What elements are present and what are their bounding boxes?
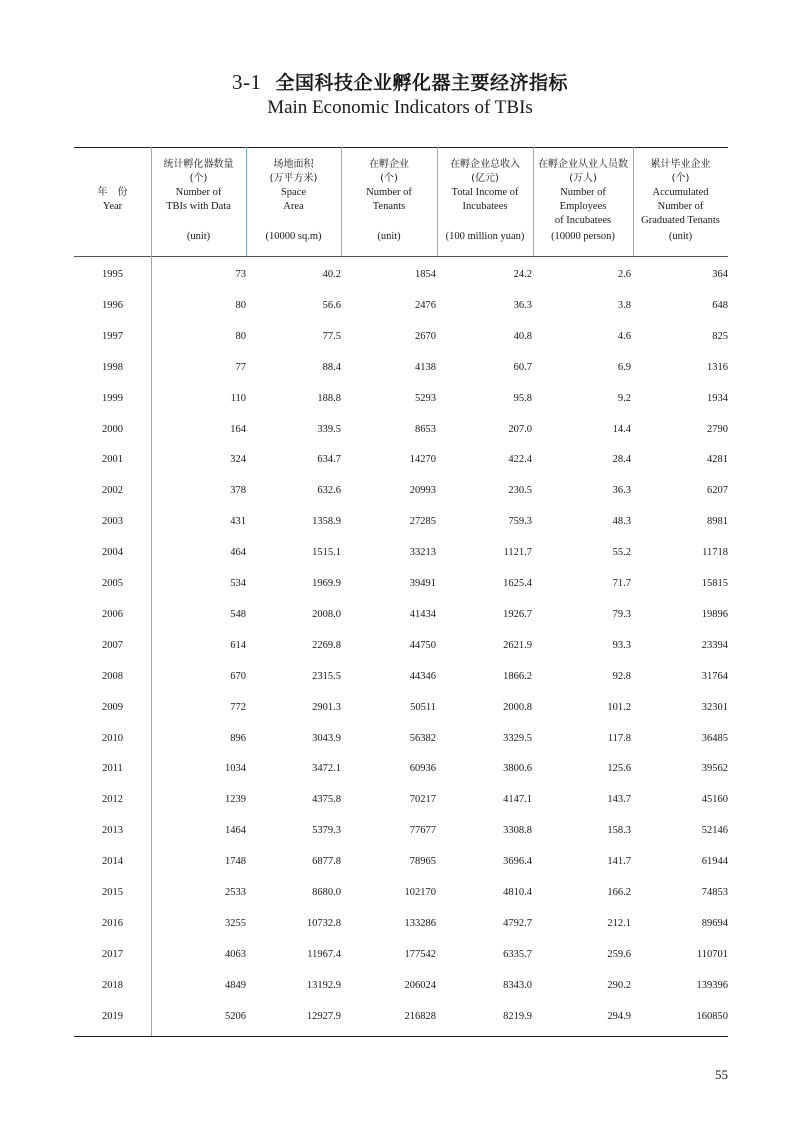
page-number: 55 xyxy=(715,1067,728,1082)
table-cell: 2670 xyxy=(415,331,436,342)
table-cell: 158.3 xyxy=(607,825,631,836)
table-row xyxy=(74,733,728,753)
table-cell: 33213 xyxy=(409,547,436,558)
table-cell: 2.6 xyxy=(617,269,631,280)
table-cell: 2000.8 xyxy=(503,702,532,713)
table-cell: 324 xyxy=(230,454,246,465)
column-header-en2: Incubatees xyxy=(462,201,508,212)
year-cell: 2019 xyxy=(102,1011,123,1022)
column-header-en2: TBIs with Data xyxy=(166,201,231,212)
table-row xyxy=(74,609,728,629)
table-cell: 52146 xyxy=(701,825,728,836)
table-row xyxy=(74,980,728,1000)
table-cell: 4810.4 xyxy=(503,887,532,898)
table-title-english: Main Economic Indicators of TBIs xyxy=(267,97,533,118)
table-cell: 12927.9 xyxy=(306,1011,341,1022)
column-header-cn-unit: (万平方米) xyxy=(269,173,318,184)
table-cell: 1854 xyxy=(415,269,436,280)
table-cell: 3043.9 xyxy=(312,733,341,744)
column-header-unit: (100 million yuan) xyxy=(445,231,525,242)
table-cell: 3255 xyxy=(225,918,246,929)
table-row xyxy=(74,485,728,505)
table-cell: 4849 xyxy=(225,980,246,991)
table-row xyxy=(74,887,728,907)
table-cell: 60936 xyxy=(409,763,436,774)
table-cell: 61944 xyxy=(701,856,728,867)
table-cell: 50511 xyxy=(410,702,436,713)
column-header-unit: (unit) xyxy=(377,231,401,242)
column-header-cn: 在孵企业从业人员数 xyxy=(538,159,628,170)
table-cell: 13192.9 xyxy=(306,980,341,991)
table-cell: 230.5 xyxy=(508,485,532,496)
column-header-unit: (10000 person) xyxy=(551,231,615,242)
year-cell: 2018 xyxy=(102,980,123,991)
table-cell: 290.2 xyxy=(607,980,631,991)
table-cell: 1866.2 xyxy=(503,671,532,682)
year-cell: 2001 xyxy=(102,454,123,465)
table-row xyxy=(74,516,728,536)
column-header xyxy=(246,158,341,248)
table-cell: 1926.7 xyxy=(503,609,532,620)
year-header-cn: 年 份 xyxy=(97,187,128,198)
table-cell: 4375.8 xyxy=(312,794,341,805)
table-cell: 1515.1 xyxy=(312,547,341,558)
table-bottom-rule xyxy=(74,1036,728,1037)
table-cell: 6335.7 xyxy=(503,949,532,960)
table-cell: 188.8 xyxy=(317,393,341,404)
table-cell: 1969.9 xyxy=(312,578,341,589)
table-cell: 11967.4 xyxy=(307,949,341,960)
column-header-cn: 统计孵化器数量 xyxy=(163,159,234,170)
table-cell: 71.7 xyxy=(612,578,631,589)
table-cell: 634.7 xyxy=(317,454,341,465)
table-cell: 95.8 xyxy=(513,393,532,404)
table-cell: 5293 xyxy=(415,393,436,404)
year-cell: 1998 xyxy=(102,362,123,373)
column-header-unit: (10000 sq.m) xyxy=(265,231,322,242)
header-bottom-rule xyxy=(74,256,728,257)
table-cell: 464 xyxy=(230,547,246,558)
table-cell: 2533 xyxy=(225,887,246,898)
table-cell: 44750 xyxy=(409,640,436,651)
table-cell: 1358.9 xyxy=(312,516,341,527)
table-cell: 422.4 xyxy=(508,454,532,465)
table-row xyxy=(74,856,728,876)
table-cell: 614 xyxy=(230,640,246,651)
table-cell: 56382 xyxy=(409,733,436,744)
table-cell: 8680.0 xyxy=(312,887,341,898)
table-cell: 8981 xyxy=(707,516,728,527)
table-cell: 36485 xyxy=(701,733,728,744)
table-cell: 141.7 xyxy=(607,856,631,867)
table-cell: 77 xyxy=(235,362,246,373)
column-header-cn: 累计毕业企业 xyxy=(650,159,711,170)
table-cell: 36.3 xyxy=(513,300,532,311)
column-header-cn-unit: (亿元) xyxy=(471,173,499,184)
column-header-cn: 在孵企业 xyxy=(369,159,409,170)
year-cell: 2016 xyxy=(102,918,123,929)
year-cell: 2006 xyxy=(102,609,123,620)
table-cell: 364 xyxy=(712,269,728,280)
table-cell: 1121.7 xyxy=(503,547,532,558)
year-cell: 1995 xyxy=(102,269,123,280)
table-cell: 32301 xyxy=(701,702,728,713)
table-row xyxy=(74,578,728,598)
table-cell: 206024 xyxy=(404,980,436,991)
column-header-en2: Employees xyxy=(559,201,607,212)
table-cell: 896 xyxy=(230,733,246,744)
column-header-en3: of Incubatees xyxy=(554,215,612,226)
table-cell: 40.8 xyxy=(513,331,532,342)
year-cell: 2007 xyxy=(102,640,123,651)
table-cell: 1464 xyxy=(225,825,246,836)
year-cell: 2011 xyxy=(102,763,123,774)
column-header-en1: Number of xyxy=(366,187,412,198)
table-cell: 39491 xyxy=(409,578,436,589)
column-header-en1: Total Income of xyxy=(451,187,519,198)
year-cell: 2015 xyxy=(102,887,123,898)
table-cell: 39562 xyxy=(701,763,728,774)
table-cell: 1239 xyxy=(225,794,246,805)
table-row xyxy=(74,454,728,474)
table-cell: 378 xyxy=(230,485,246,496)
year-cell: 2014 xyxy=(102,856,123,867)
table-cell: 772 xyxy=(230,702,246,713)
year-cell: 2012 xyxy=(102,794,123,805)
table-number: 3-1 xyxy=(231,70,262,94)
table-cell: 45160 xyxy=(701,794,728,805)
table-row xyxy=(74,1011,728,1031)
table-row xyxy=(74,918,728,938)
table-cell: 74853 xyxy=(701,887,728,898)
table-cell: 4.6 xyxy=(617,331,631,342)
column-header-en2: Tenants xyxy=(372,201,406,212)
table-cell: 648 xyxy=(712,300,728,311)
table-cell: 60.7 xyxy=(513,362,532,373)
table-top-rule xyxy=(74,147,728,148)
column-header-cn-unit: (个) xyxy=(671,173,690,184)
table-cell: 1034 xyxy=(225,763,246,774)
year-cell: 1996 xyxy=(102,300,123,311)
column-header xyxy=(341,158,437,248)
table-cell: 2901.3 xyxy=(312,702,341,713)
year-cell: 2008 xyxy=(102,671,123,682)
table-row xyxy=(74,702,728,722)
table-cell: 3308.8 xyxy=(503,825,532,836)
table-cell: 77.5 xyxy=(322,331,341,342)
table-row xyxy=(74,269,728,289)
column-header-en1: Accumulated xyxy=(652,187,709,198)
year-column-header xyxy=(74,186,151,214)
table-row xyxy=(74,794,728,814)
table-cell: 670 xyxy=(230,671,246,682)
table-cell: 1934 xyxy=(707,393,728,404)
table-cell: 92.8 xyxy=(612,671,631,682)
table-cell: 79.3 xyxy=(612,609,631,620)
table-cell: 73 xyxy=(235,269,246,280)
table-cell: 117.8 xyxy=(607,733,631,744)
table-cell: 110701 xyxy=(696,949,728,960)
table-cell: 11718 xyxy=(702,547,728,558)
table-cell: 36.3 xyxy=(612,485,631,496)
table-row xyxy=(74,393,728,413)
table-cell: 19896 xyxy=(701,609,728,620)
column-header-en1: Space xyxy=(280,187,307,198)
year-cell: 2005 xyxy=(102,578,123,589)
table-cell: 55.2 xyxy=(612,547,631,558)
table-title-cn-text: 全国科技企业孵化器主要经济指标 xyxy=(275,72,568,94)
table-cell: 8343.0 xyxy=(503,980,532,991)
table-cell: 3800.6 xyxy=(503,763,532,774)
table-cell: 3.8 xyxy=(617,300,631,311)
table-cell: 212.1 xyxy=(607,918,631,929)
table-cell: 77677 xyxy=(409,825,436,836)
table-cell: 143.7 xyxy=(607,794,631,805)
table-cell: 3696.4 xyxy=(503,856,532,867)
column-header xyxy=(437,158,533,248)
year-header-en: Year xyxy=(102,201,123,212)
table-cell: 93.3 xyxy=(612,640,631,651)
table-row xyxy=(74,547,728,567)
table-cell: 41434 xyxy=(409,609,436,620)
year-cell: 1997 xyxy=(102,331,123,342)
column-header-cn: 场地面积 xyxy=(273,159,314,170)
table-cell: 164 xyxy=(230,424,246,435)
year-cell: 1999 xyxy=(102,393,123,404)
table-cell: 4281 xyxy=(707,454,728,465)
column-header-en1: Number of xyxy=(175,187,222,198)
column-header xyxy=(633,158,728,248)
table-cell: 3329.5 xyxy=(503,733,532,744)
table-cell: 160850 xyxy=(696,1011,728,1022)
table-cell: 4147.1 xyxy=(503,794,532,805)
table-cell: 14.4 xyxy=(612,424,631,435)
table-title-chinese xyxy=(0,68,800,95)
table-cell: 2269.8 xyxy=(312,640,341,651)
year-cell: 2013 xyxy=(102,825,123,836)
column-header-cn-unit: (个) xyxy=(189,173,208,184)
table-cell: 101.2 xyxy=(607,702,631,713)
column-header-unit: (unit) xyxy=(668,231,693,242)
table-cell: 259.6 xyxy=(607,949,631,960)
table-cell: 207.0 xyxy=(508,424,532,435)
table-cell: 110 xyxy=(230,393,246,404)
table-cell: 177542 xyxy=(404,949,436,960)
table-cell: 28.4 xyxy=(612,454,631,465)
column-header-en2: Area xyxy=(283,201,304,212)
table-row xyxy=(74,300,728,320)
table-cell: 15815 xyxy=(701,578,728,589)
year-cell: 2003 xyxy=(102,516,123,527)
table-cell: 166.2 xyxy=(607,887,631,898)
table-cell: 27285 xyxy=(409,516,436,527)
table-cell: 4792.7 xyxy=(503,918,532,929)
column-header-cn: 在孵企业总收入 xyxy=(450,159,520,170)
table-cell: 89694 xyxy=(701,918,728,929)
year-cell: 2004 xyxy=(102,547,123,558)
table-cell: 31764 xyxy=(701,671,728,682)
table-cell: 6877.8 xyxy=(312,856,341,867)
table-cell: 431 xyxy=(230,516,246,527)
column-header xyxy=(533,158,633,248)
column-header-cn-unit: (万人) xyxy=(569,173,597,184)
table-cell: 548 xyxy=(230,609,246,620)
table-cell: 339.5 xyxy=(317,424,341,435)
table-cell: 78965 xyxy=(409,856,436,867)
column-header-en2: Number of xyxy=(657,201,704,212)
table-cell: 1625.4 xyxy=(503,578,532,589)
table-row xyxy=(74,331,728,351)
table-cell: 2790 xyxy=(707,424,728,435)
table-row xyxy=(74,763,728,783)
table-cell: 80 xyxy=(235,331,246,342)
column-header-en3: Graduated Tenants xyxy=(641,215,720,226)
table-row xyxy=(74,362,728,382)
table-cell: 2621.9 xyxy=(503,640,532,651)
table-cell: 5379.3 xyxy=(312,825,341,836)
table-cell: 2476 xyxy=(415,300,436,311)
table-cell: 44346 xyxy=(409,671,436,682)
table-row xyxy=(74,424,728,444)
table-cell: 4138 xyxy=(415,362,436,373)
table-cell: 294.9 xyxy=(607,1011,631,1022)
table-row xyxy=(74,825,728,845)
table-row xyxy=(74,671,728,691)
table-cell: 6207 xyxy=(707,485,728,496)
year-cell: 2017 xyxy=(102,949,123,960)
column-header-cn-unit: (个) xyxy=(380,173,398,184)
table-cell: 24.2 xyxy=(513,269,532,280)
table-cell: 8219.9 xyxy=(503,1011,532,1022)
year-cell: 2010 xyxy=(102,733,123,744)
table-cell: 139396 xyxy=(696,980,728,991)
table-cell: 632.6 xyxy=(317,485,341,496)
table-cell: 125.6 xyxy=(607,763,631,774)
column-header xyxy=(151,158,246,248)
table-cell: 5206 xyxy=(225,1011,246,1022)
table-cell: 40.2 xyxy=(322,269,341,280)
table-cell: 2315.5 xyxy=(312,671,341,682)
table-cell: 9.2 xyxy=(617,393,631,404)
table-cell: 216828 xyxy=(404,1011,436,1022)
table-cell: 102170 xyxy=(404,887,436,898)
table-cell: 80 xyxy=(235,300,246,311)
table-cell: 4063 xyxy=(225,949,246,960)
table-cell: 23394 xyxy=(701,640,728,651)
year-cell: 2002 xyxy=(102,485,123,496)
table-row xyxy=(74,949,728,969)
year-cell: 2000 xyxy=(102,424,123,435)
table-cell: 133286 xyxy=(404,918,436,929)
table-cell: 70217 xyxy=(409,794,436,805)
table-cell: 3472.1 xyxy=(312,763,341,774)
table-cell: 56.6 xyxy=(322,300,341,311)
column-header-unit: (unit) xyxy=(186,231,211,242)
year-cell: 2009 xyxy=(102,702,123,713)
column-header-en1: Number of xyxy=(560,187,606,198)
table-cell: 14270 xyxy=(409,454,436,465)
table-cell: 759.3 xyxy=(508,516,532,527)
table-cell: 825 xyxy=(712,331,728,342)
table-cell: 2008.0 xyxy=(312,609,341,620)
table-cell: 48.3 xyxy=(612,516,631,527)
table-cell: 8653 xyxy=(415,424,436,435)
table-cell: 88.4 xyxy=(322,362,341,373)
table-cell: 6.9 xyxy=(617,362,631,373)
table-cell: 1316 xyxy=(707,362,728,373)
table-cell: 10732.8 xyxy=(306,918,341,929)
table-cell: 20993 xyxy=(409,485,436,496)
table-cell: 534 xyxy=(230,578,246,589)
table-row xyxy=(74,640,728,660)
table-cell: 1748 xyxy=(225,856,246,867)
